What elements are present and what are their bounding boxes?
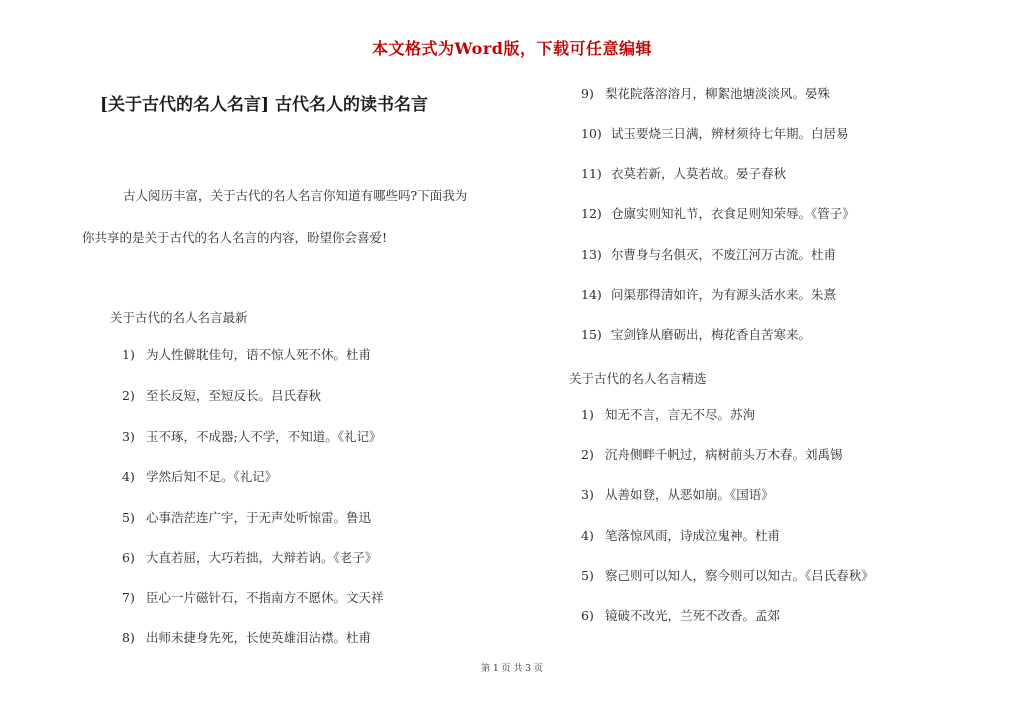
- quote-item: [581, 245, 836, 265]
- page-footer: 第 1 页 共 3 页: [481, 664, 543, 674]
- quote-number: 6): [122, 550, 135, 565]
- quote-item: [581, 606, 780, 626]
- quote-number: 2): [581, 447, 594, 462]
- quote-number: 4): [581, 528, 594, 543]
- quote-number: 10): [581, 126, 602, 141]
- quote-number: 4): [122, 469, 135, 484]
- quote-number: 14): [581, 287, 602, 302]
- quote-item: [122, 386, 321, 406]
- quote-item: [581, 124, 849, 144]
- quote-text: 问渠那得清如许，为有源头活水来。朱熹: [611, 287, 837, 302]
- quote-item: [581, 204, 855, 224]
- intro-line-2: 你共享的是关于古代的名人名言的内容，盼望你会喜爱!: [82, 230, 388, 245]
- quote-text: 臣心一片磁针石，不指南方不愿休。文天祥: [146, 590, 384, 605]
- quote-item: [122, 628, 371, 648]
- quote-number: 7): [122, 590, 135, 605]
- quote-text: 心事浩茫连广宇，于无声处听惊雷。鲁迅: [146, 510, 372, 525]
- quote-item: [122, 345, 371, 365]
- quote-number: 11): [581, 166, 602, 181]
- quote-text: 宝剑锋从磨砺出，梅花香自苦寒来。: [611, 327, 812, 342]
- quote-text: 仓廪实则知礼节，衣食足则知荣辱。《管子》: [611, 206, 855, 221]
- quote-text: 学然后知不足。《礼记》: [146, 469, 278, 484]
- intro-line-1: 古人阅历丰富，关于古代的名人名言你知道有哪些吗?下面我为: [123, 188, 468, 203]
- quote-text: 大直若屈，大巧若拙，大辩若讷。《老子》: [146, 550, 378, 565]
- quote-item: [581, 84, 830, 104]
- quote-number: 3): [122, 429, 135, 444]
- quote-item: [122, 588, 384, 608]
- quote-text: 笔落惊风雨，诗成泣鬼神。杜甫: [605, 528, 781, 543]
- quote-number: 9): [581, 86, 594, 101]
- quote-number: 15): [581, 327, 602, 342]
- quote-item: [581, 405, 755, 425]
- quote-item: [581, 445, 843, 465]
- document-title: [关于古代的名人名言] 古代名人的读书名言: [100, 95, 429, 115]
- quote-text: 梨花院落溶溶月，柳絮池塘淡淡风。晏殊: [605, 86, 831, 101]
- quote-text: 至长反短，至短反长。吕氏春秋: [146, 388, 322, 403]
- quote-text: 出师未捷身先死，长使英雄泪沾襟。杜甫: [146, 630, 372, 645]
- quote-item: [581, 325, 811, 345]
- quote-number: 5): [581, 568, 594, 583]
- quote-number: 6): [581, 608, 594, 623]
- quote-number: 5): [122, 510, 135, 525]
- quote-text: 从善如登，从恶如崩。《国语》: [605, 487, 774, 502]
- quote-text: 沉舟侧畔千帆过，病树前头万木春。刘禹锡: [605, 447, 843, 462]
- quote-item: [581, 526, 780, 546]
- quote-number: 3): [581, 487, 594, 502]
- section-heading-latest: 关于古代的名人名言最新: [110, 310, 248, 325]
- quote-text: 镜破不改光，兰死不改香。孟郊: [605, 608, 781, 623]
- quote-item: [581, 285, 836, 305]
- section-heading-selected: 关于古代的名人名言精选: [569, 371, 707, 386]
- quote-item: [122, 427, 381, 447]
- quote-number: 1): [122, 347, 135, 362]
- quote-text: 尔曹身与名俱灭，不废江河万古流。杜甫: [611, 247, 837, 262]
- quote-item: [122, 508, 371, 528]
- quote-item: [581, 164, 786, 184]
- quote-item: [122, 467, 277, 487]
- quote-item: [581, 566, 874, 586]
- quote-item: [122, 548, 377, 568]
- quote-number: 13): [581, 247, 602, 262]
- quote-text: 知无不言，言无不尽。苏洵: [605, 407, 756, 422]
- quote-text: 试玉要烧三日满，辨材须待七年期。白居易: [611, 126, 849, 141]
- quote-number: 2): [122, 388, 135, 403]
- quote-item: [581, 485, 774, 505]
- quote-number: 12): [581, 206, 602, 221]
- quote-text: 为人性僻耽佳句，语不惊人死不休。杜甫: [146, 347, 372, 362]
- quote-text: 玉不琢，不成器;人不学，不知道。《礼记》: [146, 429, 382, 444]
- quote-number: 8): [122, 630, 135, 645]
- quote-text: 察己则可以知人，察今则可以知古。《吕氏春秋》: [605, 568, 874, 583]
- word-format-banner: 本文格式为Word版，下载可任意编辑: [372, 39, 652, 58]
- quote-text: 衣莫若新，人莫若故。晏子春秋: [611, 166, 787, 181]
- quote-number: 1): [581, 407, 594, 422]
